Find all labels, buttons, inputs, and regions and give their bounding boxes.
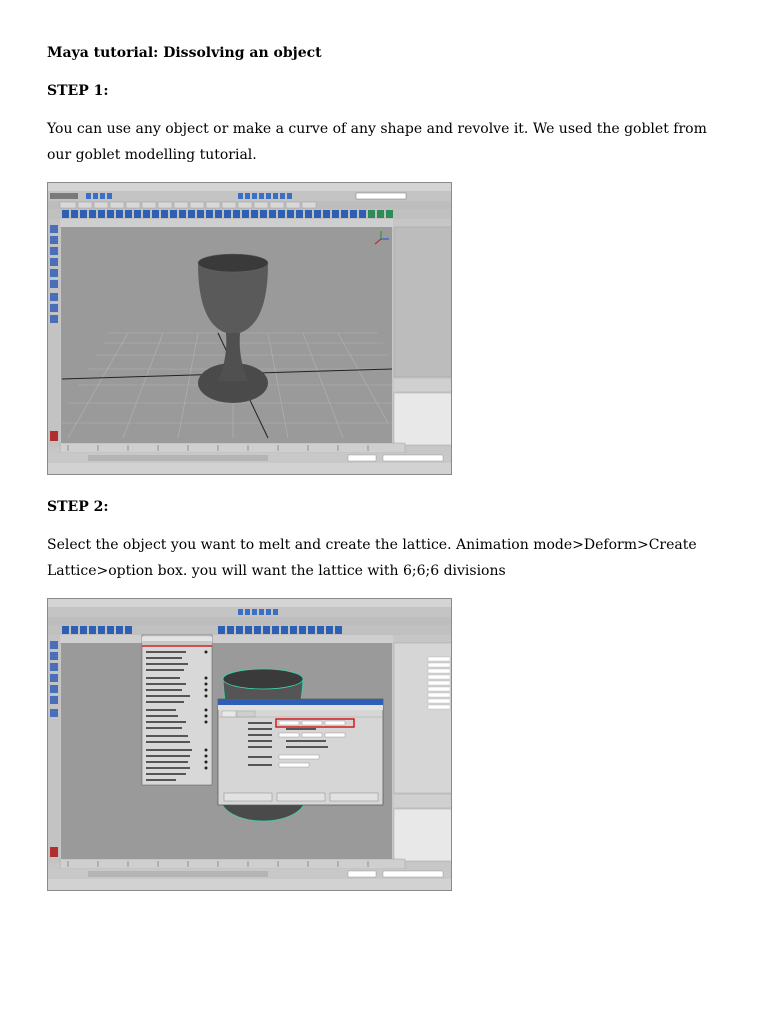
maya-viewport-goblet-image: [47, 182, 452, 475]
step2-heading: STEP 2:: [47, 499, 109, 515]
step1-body: You can use any object or make a curve of any shape and revolve it. We used the goblet from our goblet modelling tutorial.: [47, 121, 707, 163]
maya-lattice-options-image: [47, 598, 452, 891]
step2-body: Select the object you want to melt and create the lattice. Animation mode>Deform>Create Lattice>option box. you will want the lattice with 6;6;6 divisions: [47, 537, 697, 579]
document-title: Maya tutorial: Dissolving an object: [47, 45, 322, 61]
step1-heading: STEP 1:: [47, 83, 109, 99]
